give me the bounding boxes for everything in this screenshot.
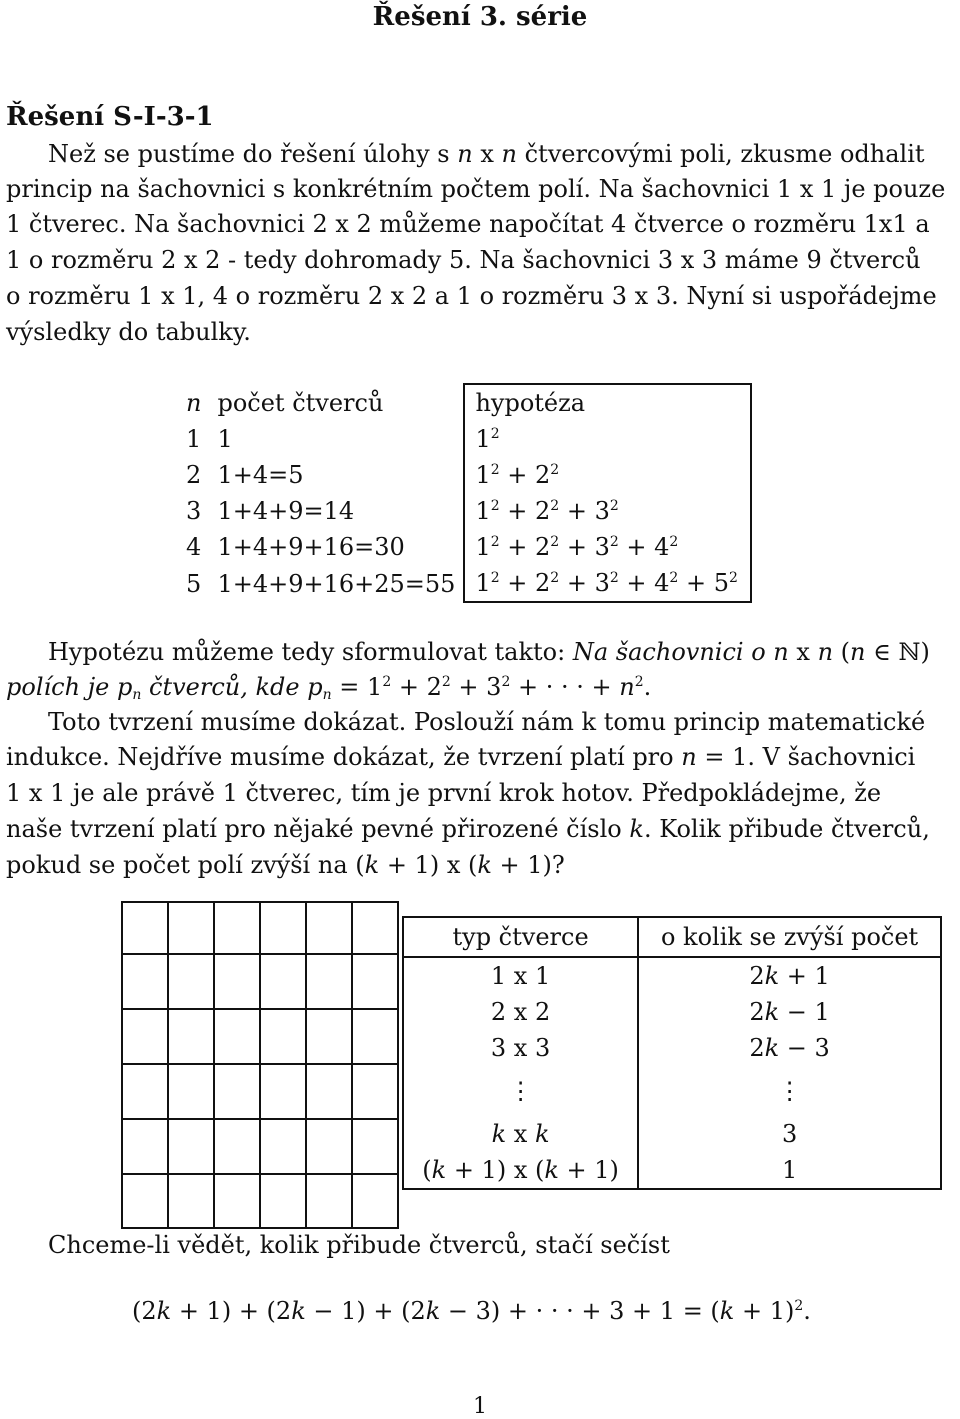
hypothesis-line-1: Hypotézu můžeme tedy sformulovat takto: Na šachovnici o n x n (n ∈ ℕ) [48, 638, 930, 666]
hypothesis-lead: Hypotézu můžeme tedy sformulovat takto: [48, 638, 566, 666]
intro-text: Než se pustíme do řešení úlohy s n x n čtvercovými poli, zkusme odhalit [48, 140, 925, 168]
table-header-row [403, 917, 941, 957]
intro-line-2: princip na šachovnici s konkrétním počtem polí. Na šachovnici 1 x 1 je pouze [6, 175, 946, 203]
cell-increase: 2k − 3 [638, 1030, 941, 1066]
header-increase: o kolik se zvýší počet [638, 917, 941, 957]
cell-type: 3 x 3 [490, 1034, 551, 1062]
table-row [403, 994, 941, 1030]
document-title: Řešení 3. série [372, 2, 588, 32]
header-n: n [186, 388, 202, 417]
cell-hypothesis: $1^2$ [464, 421, 750, 457]
table-row [178, 421, 751, 457]
cell-n: 2 [186, 461, 202, 489]
proof-line-3: 1 x 1 je ale právě 1 čtverec, tím je první krok hotov. Předpokládejme, že [6, 779, 882, 807]
math-expr: $p_n = 1^2 + 2^2 + 3^2$ + · · · + $n^2$. [307, 673, 652, 703]
math-expr: $p_n$ [116, 673, 142, 703]
table-row [178, 529, 751, 565]
cell-increase: 2k + 1 [638, 957, 941, 994]
cell-count: 1+4+9+16+25=55 [217, 569, 456, 598]
cell-type: (k + 1) x (k + 1) [422, 1156, 619, 1184]
math-expr: k [629, 815, 644, 843]
hypothesis-statement-c: čtverců, kde [149, 673, 300, 701]
intro-line-4: 1 o rozměru 2 x 2 - tedy dohromady 5. Na šachovnici 3 x 3 máme 9 čtverců [6, 246, 921, 274]
sum-formula: (2k + 1) + (2k − 1) + (2k − 3) + · · · + $3 + 1 = (k + 1)^2$. [132, 1297, 811, 1325]
proof-text: pokud se počet polí zvýší na [6, 851, 348, 879]
page-number: 1 [473, 1394, 487, 1419]
cell-n: 1 [186, 425, 202, 453]
cell-n: 5 [186, 569, 202, 598]
cell-hypothesis: $1^2 + 2^2 + 3^2$ [464, 493, 750, 529]
hypothesis-table [178, 383, 752, 603]
increment-table [402, 916, 942, 1190]
math-expr: (k + 1) x (k + 1)? [355, 851, 565, 879]
table-row [403, 1116, 941, 1152]
proof-line-1: Toto tvrzení musíme dokázat. Poslouží nám k tomu princip matematické [48, 708, 926, 736]
hypothesis-statement-a: Na šachovnici o [572, 638, 766, 666]
conclusion-text: Chceme-li vědět, kolik přibude čtverců, stačí sečíst [48, 1231, 670, 1259]
table-row [403, 957, 941, 994]
cell-count: 1+4=5 [217, 461, 304, 489]
cell-type: k x k [491, 1120, 550, 1148]
cell-increase: 3 [638, 1116, 941, 1152]
proof-text: . V šachovnici [747, 743, 916, 771]
cell-n: 4 [186, 533, 202, 561]
hypothesis-line-2 [6, 673, 651, 701]
cell-increase: 2k − 1 [638, 994, 941, 1030]
header-count: počet čtverců [217, 388, 384, 417]
table-row [178, 565, 751, 602]
section-title: Řešení S-I-3-1 [6, 102, 214, 132]
math-expr: n [773, 638, 789, 666]
proof-line-2 [6, 743, 915, 771]
cell-n: 3 [186, 497, 202, 525]
math-expr: n = 1 [681, 743, 748, 771]
cell-hypothesis: $1^2 + 2^2 + 3^2 + 4^2 + 5^2$ [464, 565, 750, 602]
cell-count: 1 [217, 425, 233, 453]
cell-type: 2 x 2 [490, 998, 551, 1026]
cell-count: 1+4+9=14 [217, 497, 355, 525]
intro-line-3: 1 čtverec. Na šachovnici 2 x 2 můžeme napočítat 4 čtverce o rozměru 1x1 a [6, 210, 930, 238]
proof-text: indukce. Nejdříve musíme dokázat, že tvrzení platí pro [6, 743, 674, 771]
cell-hypothesis: $1^2 + 2^2$ [464, 457, 750, 493]
table-row [403, 1152, 941, 1189]
intro-line-5: o rozměru 1 x 1, 4 o rozměru 2 x 2 a 1 o rozměru 3 x 3. Nyní si uspořádejme [6, 282, 937, 310]
table-row [178, 457, 751, 493]
cell-increase: ⋮ [638, 1066, 941, 1116]
hypothesis-statement-b: polích je [6, 673, 110, 701]
table-row [178, 493, 751, 529]
cell-count: 1+4+9+16=30 [217, 533, 405, 561]
table-row [403, 1066, 941, 1116]
proof-line-4 [6, 815, 930, 843]
intro-line-6: výsledky do tabulky. [6, 318, 251, 346]
table-header-row [178, 384, 751, 421]
cell-increase: 1 [638, 1152, 941, 1189]
l-shape-grid-figure [120, 900, 400, 1230]
table-row [403, 1030, 941, 1066]
header-hypothesis: hypotéza [464, 384, 750, 421]
cell-type: ⋮ [508, 1077, 533, 1105]
proof-text: . Kolik přibude čtverců, [643, 815, 930, 843]
intro-line-1 [48, 140, 925, 168]
proof-line-5 [6, 851, 565, 879]
header-square-type: typ čtverce [403, 917, 638, 957]
proof-text: naše tvrzení platí pro nějaké pevné přirozené číslo [6, 815, 622, 843]
cell-type: 1 x 1 [490, 962, 551, 990]
cell-hypothesis: $1^2 + 2^2 + 3^2 + 4^2$ [464, 529, 750, 565]
